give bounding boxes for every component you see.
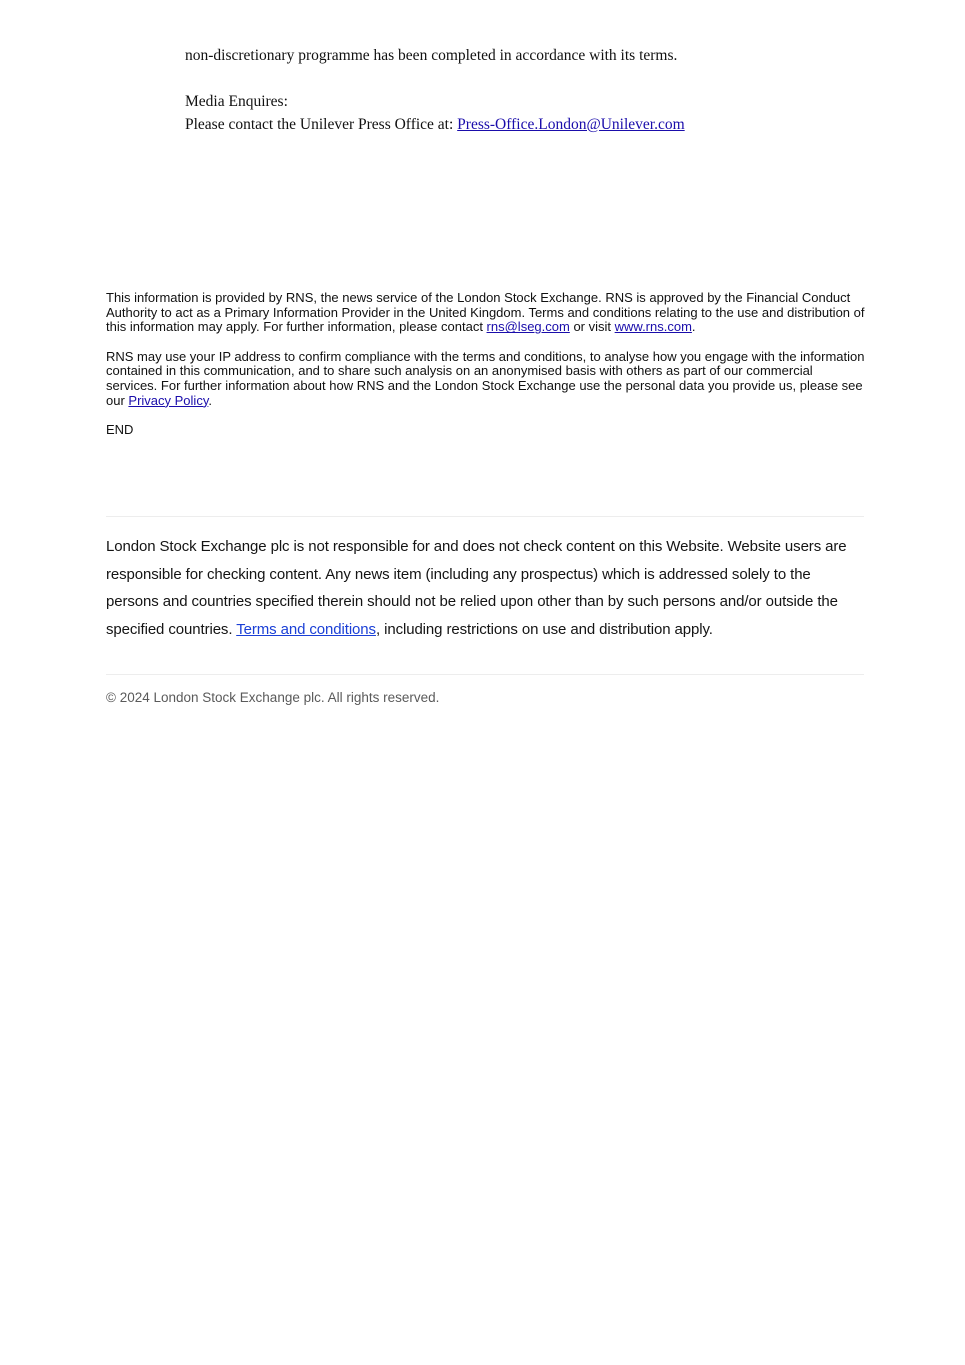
rns-notice-paragraph-1 xyxy=(106,291,866,335)
rns-para1-text: This information is provided by RNS, the news service of the London Stock Exchange. RNS is approved by the Financial Conduct Authority to act as a Primary Information Provider in the United Kingdom. Terms and conditions relating to the use and distribution of this information may apply. For further information, please contact xyxy=(106,290,865,335)
rns-notice-paragraph-2 xyxy=(106,350,866,409)
lse-disclaimer xyxy=(106,533,866,643)
media-enquiries-heading: Media Enquires: xyxy=(185,93,288,110)
terms-and-conditions-link[interactable]: Terms and conditions xyxy=(236,620,376,638)
press-office-contact xyxy=(185,116,685,134)
release-closing-line: non-discretionary programme has been completed in accordance with its terms. xyxy=(185,47,678,64)
press-office-email-link[interactable]: Press-Office.London@Unilever.com xyxy=(457,116,685,133)
copyright-notice: © 2024 London Stock Exchange plc. All rights reserved. xyxy=(106,690,440,705)
footer-divider-top xyxy=(106,516,864,517)
rns-para1-end: . xyxy=(691,319,696,335)
contact-prefix: Please contact the Unilever Press Office at: xyxy=(185,116,458,133)
rns-website-link[interactable]: www.rns.com xyxy=(614,319,692,335)
rns-notice xyxy=(106,291,866,438)
privacy-policy-link[interactable]: Privacy Policy xyxy=(128,392,209,408)
rns-email-link[interactable]: rns@lseg.com xyxy=(486,319,570,335)
end-marker: END xyxy=(106,421,134,437)
rns-para1-mid: or visit xyxy=(569,319,615,335)
footer-divider-bottom xyxy=(106,674,864,675)
disclaimer-tail: , including restrictions on use and distribution apply. xyxy=(375,620,713,638)
rns-para2-text: RNS may use your IP address to confirm compliance with the terms and conditions, to analyse how you engage with the information contained in this communication, and to share such analysis on an anonymised basis with others as part of our commercial services. For further information about how RNS and the London Stock Exchange use the personal data you provide us, please see our xyxy=(106,348,865,408)
rns-para2-end: . xyxy=(208,392,212,408)
disclaimer-text: London Stock Exchange plc is not responsible for and does not check content on this Website. Website users are responsible for checking content. Any news item (including any prospectus) which is addressed solely to the persons and countries specified therein should not be relied upon other than by such persons and/or outside the specified countries. xyxy=(106,538,847,638)
